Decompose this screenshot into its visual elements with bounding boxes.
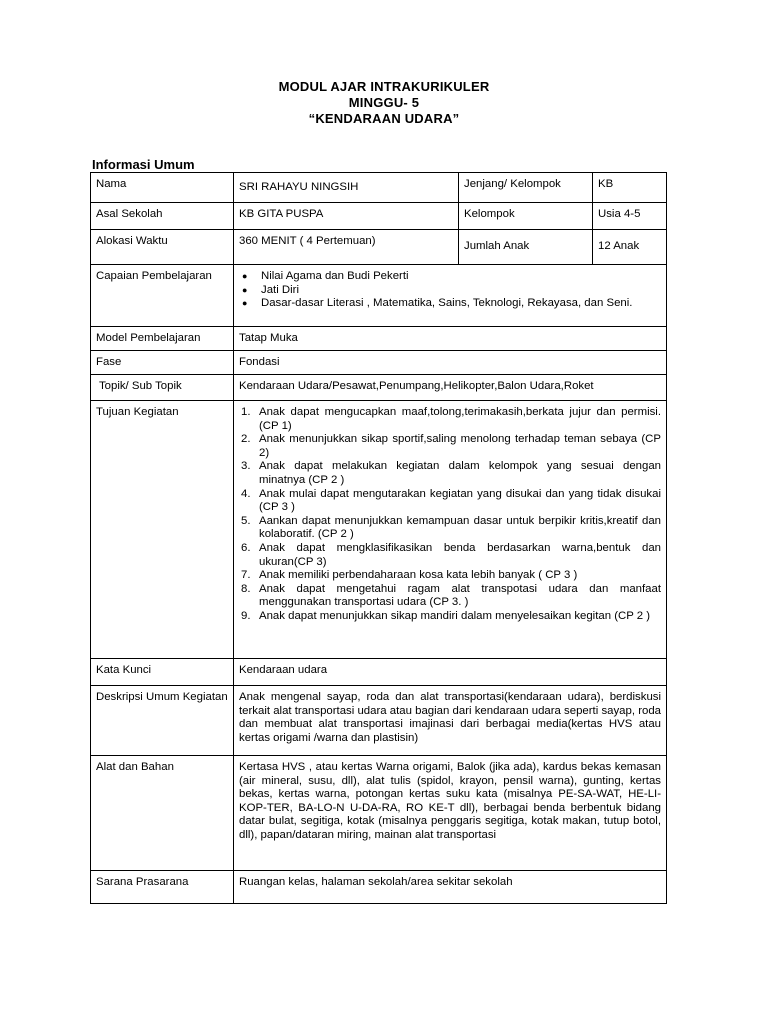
label-sarana: Sarana Prasarana (91, 871, 234, 904)
value-asal: KB GITA PUSPA (234, 203, 459, 230)
list-item: 6. Anak dapat mengklasifikasikan benda berdasarkan warna,bentuk dan ukuran(CP 3) (241, 541, 661, 568)
value-sarana: Ruangan kelas, halaman sekolah/area sekitar sekolah (234, 871, 667, 904)
row-tujuan (91, 401, 667, 659)
row-kata-kunci (91, 659, 667, 686)
value-capaian (234, 265, 667, 327)
row-fase (91, 351, 667, 375)
label-model: Model Pembelajaran (91, 327, 234, 351)
capaian-list (239, 270, 661, 311)
label-topik: Topik/ Sub Topik (91, 375, 234, 401)
row-capaian (91, 265, 667, 327)
label-asal: Asal Sekolah (91, 203, 234, 230)
list-item: ● Dasar-dasar Literasi , Matematika, Sains, Teknologi, Rekayasa, dan Seni. (239, 297, 661, 311)
label-tujuan: Tujuan Kegiatan (91, 401, 234, 659)
section-title: Informasi Umum (92, 157, 195, 172)
label-alokasi: Alokasi Waktu (91, 230, 234, 265)
row-model (91, 327, 667, 351)
value-tujuan (234, 401, 667, 659)
label-capaian: Capaian Pembelajaran (91, 265, 234, 327)
list-item: 8. Anak dapat mengetahui ragam alat transpotasi udara dan manfaat menggunakan transportasi udara (CP 3. ) (241, 582, 661, 609)
value-kelompok: Usia 4-5 (593, 203, 667, 230)
list-item: 3. Anak dapat melakukan kegiatan dalam kelompok yang sesuai dengan minatnya (CP 2 ) (241, 460, 661, 486)
list-item: ● Jati Diri (239, 284, 661, 298)
tujuan-list (239, 406, 661, 624)
label-kelompok: Kelompok (459, 203, 593, 230)
value-nama: SRI RAHAYU NINGSIH (234, 173, 459, 203)
list-item: 2. Anak menunjukkan sikap sportif,saling menolong terhadap teman sebaya (CP 2) (241, 433, 661, 459)
list-item: 9. Anak dapat menunjukkan sikap mandiri dalam menyelesaikan kegitan (CP 2 ) (241, 609, 651, 622)
value-alat: Kertasa HVS , atau kertas Warna origami, Balok (jika ada), kardus bekas kemasan (air mineral, susu, dll), alat tulis (spidol, krayon, pensil warna), gunting, kertas bekas, kertas warna, potongan kertas suku kata (misalnya PE-SA-WAT, HE-LI-KOP-TER, BA-LO-N U-DA-RA, RO KE-T dll), berbagai benda berbentuk bidang datar bulat, segitiga, kotak (misalnya penggaris segitiga, kotak makan, tutup botol, dll), papan/dataran miring, mainan alat transportasi (234, 756, 667, 871)
doc-theme: “KENDARAAN UDARA” (308, 111, 460, 126)
list-item: 4. Anak mulai dapat mengutarakan kegiatan yang disukai dan yang tidak disukai (CP 3 ) (241, 487, 661, 514)
label-deskripsi: Deskripsi Umum Kegiatan (91, 686, 234, 756)
info-table (90, 172, 667, 904)
list-item: ● Nilai Agama dan Budi Pekerti (239, 270, 661, 284)
value-topik: Kendaraan Udara/Pesawat,Penumpang,Helikopter,Balon Udara,Roket (234, 375, 667, 401)
value-alokasi: 360 MENIT ( 4 Pertemuan) (234, 230, 459, 265)
value-jumlah: 12 Anak (593, 230, 667, 265)
value-deskripsi: Anak mengenal sayap, roda dan alat transportasi(kendaraan udara), berdiskusi terkait alat transportasi udara atau bagian dari kendaraan udara seperti sayap, roda dan membuat alat transportasi imajinasi dari berbagai media(kertas HVS atau kertas origami /warna dan plastisin) (234, 686, 667, 756)
label-kata-kunci: Kata Kunci (91, 659, 234, 686)
row-alokasi (91, 230, 667, 265)
value-fase: Fondasi (234, 351, 667, 375)
value-model: Tatap Muka (234, 327, 667, 351)
row-topik (91, 375, 667, 401)
label-nama: Nama (91, 173, 234, 203)
label-alat: Alat dan Bahan (91, 756, 234, 871)
doc-week: MINGGU- 5 (348, 95, 420, 110)
label-jenjang: Jenjang/ Kelompok (459, 173, 593, 203)
row-asal (91, 203, 667, 230)
row-alat (91, 756, 667, 871)
row-sarana (91, 871, 667, 904)
label-jumlah: Jumlah Anak (459, 230, 593, 265)
doc-title: MODUL AJAR INTRAKURIKULER (278, 79, 490, 94)
list-item: 5. Aankan dapat menunjukkan kemampuan dasar untuk berpikir kritis,kreatif dan kolaboratif. (CP 2 ) (241, 514, 661, 541)
row-deskripsi (91, 686, 667, 756)
value-jenjang: KB (593, 173, 667, 203)
list-item: 1. Anak dapat mengucapkan maaf,tolong,terimakasih,berkata jujur dan permisi. (CP 1) (241, 406, 661, 432)
row-nama (91, 173, 667, 203)
value-kata-kunci: Kendaraan udara (234, 659, 667, 686)
label-fase: Fase (91, 351, 234, 375)
list-item: 7. Anak memiliki perbendaharaan kosa kata lebih banyak ( CP 3 ) (241, 569, 578, 582)
